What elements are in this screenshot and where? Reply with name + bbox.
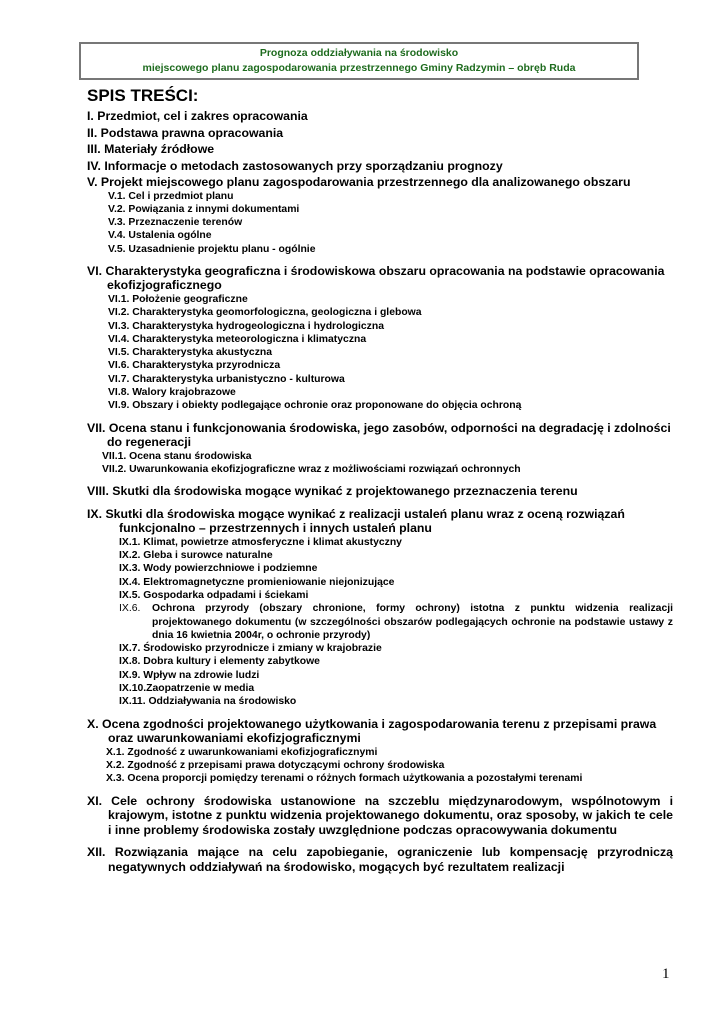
toc-subitem: IX.4. Elektromagnetyczne promieniowanie niejonizujące	[119, 576, 395, 588]
header-line-2: miejscowego planu zagospodarowania przestrzennego Gminy Radzymin – obręb Ruda	[142, 62, 576, 74]
toc-title: SPIS TREŚCI:	[87, 86, 199, 105]
toc-subitem-ix6	[119, 602, 673, 642]
toc-section-12: XII. Rozwiązania mające na celu zapobieganie, ograniczenie lub kompensację przyrodniczą negatywnych oddziaływań na środowisko, mogących być rezultatem realizacji	[87, 845, 673, 874]
toc-section-6-subitems	[87, 293, 673, 413]
toc-subitem: IX.7. Środowisko przyrodnicze i zmiany w krajobrazie	[119, 643, 382, 655]
toc-section-7-subitems	[87, 450, 673, 477]
toc-subitem: IX.2. Gleba i surowce naturalne	[119, 550, 273, 562]
toc-section-8: VIII. Skutki dla środowiska mogące wynikać z projektowanego przeznaczenia terenu	[87, 484, 578, 499]
header-line-1: Prognoza oddziaływania na środowisko	[259, 47, 459, 59]
toc-subitem: V.5. Uzasadnienie projektu planu - ogólnie	[108, 243, 316, 255]
toc-subitem: VI.2. Charakterystyka geomorfologiczna, geologiczna i glebowa	[108, 307, 422, 319]
toc-subitem: VI.6. Charakterystyka przyrodnicza	[108, 360, 281, 372]
toc-subitem: VII.2. Uwarunkowania ekofizjograficzne wraz z możliwościami rozwiązań ochronnych	[102, 463, 521, 475]
toc-subitem: VI.8. Walory krajobrazowe	[108, 387, 236, 399]
document-header	[79, 42, 639, 80]
toc-subitem: IX.9. Wpływ na zdrowie ludzi	[119, 669, 260, 681]
toc-subitem-ix6-number: IX.6.	[119, 603, 141, 615]
toc-section-2: II. Podstawa prawna opracowania	[87, 125, 284, 140]
toc-subitem: IX.10.Zaopatrzenie w media	[119, 683, 255, 695]
toc-subitem: IX.3. Wody powierzchniowe i podziemne	[119, 563, 318, 575]
toc-subitem: VI.5. Charakterystyka akustyczna	[108, 347, 273, 359]
toc-subitem: IX.8. Dobra kultury i elementy zabytkowe	[119, 656, 320, 668]
toc-subitem: IX.5. Gospodarka odpadami i ściekami	[119, 589, 309, 601]
toc-subitem: X.2. Zgodność z przepisami prawa dotyczącymi ochrony środowiska	[106, 759, 445, 771]
toc-subitem: VI.4. Charakterystyka meteorologiczna i klimatyczna	[108, 333, 367, 345]
toc-subitem: V.1. Cel i przedmiot planu	[108, 190, 234, 202]
toc-section-3: III. Materiały źródłowe	[87, 142, 215, 156]
toc-section-1: I. Przedmiot, cel i zakres opracowania	[87, 109, 308, 123]
toc-subitem: V.4. Ustalenia ogólne	[108, 230, 212, 242]
toc-section-9: IX. Skutki dla środowiska mogące wynikać z realizacji ustaleń planu wraz z oceną rozwiązań funkcjonalno – przestrzennych i innych ustaleń planu	[87, 506, 625, 536]
toc-subitem: VI.9. Obszary i obiekty podlegające ochronie oraz proponowane do objęcia ochroną	[108, 400, 522, 412]
table-of-contents	[87, 86, 673, 874]
toc-subitem: VI.7. Charakterystyka urbanistyczno - kulturowa	[108, 373, 345, 385]
toc-subitem: VI.3. Charakterystyka hydrogeologiczna i hydrologiczna	[108, 320, 385, 332]
toc-section-9-subitems	[87, 536, 673, 709]
toc-section-10: X. Ocena zgodności projektowanego użytkowania i zagospodarowania terenu z przepisami prawa oraz uwarunkowaniami ekofizjograficznymi	[87, 716, 657, 746]
toc-section-4: IV. Informacje o metodach zastosowanych przy sporządzaniu prognozy	[87, 158, 503, 173]
toc-subitem: VII.1. Ocena stanu środowiska	[102, 450, 252, 462]
toc-subitem: V.3. Przeznaczenie terenów	[108, 217, 243, 229]
toc-section-5-subitems	[87, 190, 673, 256]
toc-section-11: XI. Cele ochrony środowiska ustanowione na szczeblu międzynarodowym, wspólnotowym i krajowym, istotne z punktu widzenia projektowanego dokumentu, oraz sposoby, w jakich te cele i inne problemy środowiska zostały uwzględnione podczas opracowywania dokumentu	[87, 793, 673, 837]
toc-subitem: X.3. Ocena proporcji pomiędzy terenami o różnych formach użytkowania a pozostałymi terenami	[106, 773, 583, 785]
toc-subitem: X.1. Zgodność z uwarunkowaniami ekofizjograficznymi	[106, 746, 378, 758]
toc-section-10-subitems	[87, 746, 673, 786]
toc-subitem: V.2. Powiązania z innymi dokumentami	[108, 203, 300, 215]
toc-subitem: IX.11. Oddziaływania na środowisko	[119, 696, 297, 708]
toc-section-7: VII. Ocena stanu i funkcjonowania środowiska, jego zasobów, odporności na degradację i zdolności do regeneracji	[87, 420, 671, 450]
page-number: 1	[662, 966, 670, 982]
toc-subitem: IX.1. Klimat, powietrze atmosferyczne i klimat akustyczny	[119, 536, 402, 548]
toc-section-5: V. Projekt miejscowego planu zagospodarowania przestrzennego dla analizowanego obszaru	[87, 175, 631, 189]
toc-section-6: VI. Charakterystyka geograficzna i środowiskowa obszaru opracowania na podstawie opracowania ekofizjograficznego	[87, 263, 665, 293]
toc-subitem: VI.1. Położenie geograficzne	[108, 293, 248, 305]
toc-subitem-ix6-text: Ochrona przyrody (obszary chronione, formy ochrony) istotna z punktu widzenia realizacji projektowanego dokumentu (w szczególności obszarów podlegających ochronie na podstawie ustawy z dnia 16 kwietnia 2004r, o ochronie przyrody)	[152, 603, 673, 641]
